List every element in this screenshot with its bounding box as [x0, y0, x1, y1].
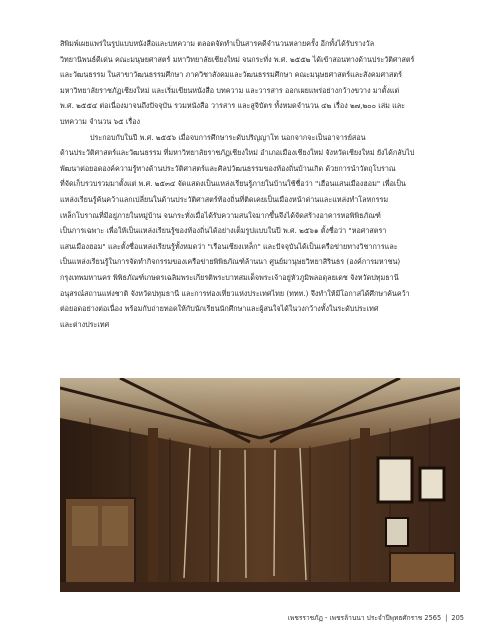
footer-title: เพชรราชภัฏ - เพชรล้านนา ประจำปีพุทธศักราช 2565 [287, 614, 442, 622]
body-line: บทความ จำนวน ๖๕ เรื่อง [60, 116, 141, 126]
body-line: แสนเมืองฮอม" และตั้งชื่อแหล่งเรียนรู้ทั้งหมดว่า "เรือนเชียงเหล็ก" และปัจจุบันได้เป็นเครือข่ายทางวิชาการและ [60, 241, 398, 251]
body-line: เป็นแหล่งเรียนรู้ในการจัดทำกิจกรรมของเครือข่ายพิพิธภัณฑ์ล้านนา ศูนย์มานุษยวิทยาสิรินธร (องค์การมหาชน) [60, 257, 401, 267]
body-line: อนุสรณ์สถานแห่งชาติ จังหวัดปทุมธานี และการท่องเที่ยวแห่งประเทศไทย (ททท.) จึงทำให้มีโอกาสได้ศึกษาค้นคว้า [60, 288, 410, 298]
body-line: ที่จัดเก็บรวบรวมมาตั้งแต่ พ.ศ. ๒๕๓๔ จัดแสดงเป็นแหล่งเรียนรู้ภายในบ้านใช้ชื่อว่า "เฮือนแสนเมืองฮอม" เพื่อเป็น [60, 179, 406, 189]
body-line: และวัฒนธรรม ในสาขาวัฒนธรรมศึกษา ภาควิชาสังคมและวัฒนธรรมศึกษา คณะมนุษยศาสตร์และสังคมศาสตร์ [60, 70, 402, 80]
museum-interior-photo [60, 378, 460, 592]
body-line: เหล็กโบราณที่มีอยู่ภายในหมู่บ้าน จนกระทั่งเมื่อได้รับความสนใจมากขึ้นจึงได้จัดสร้างอาคารหอพิพิธภัณฑ์ [60, 210, 381, 220]
page-number: 205 [451, 614, 464, 622]
body-line: พัฒนาต่อยอดองค์ความรู้ทางด้านประวัติศาสตร์และศิลปวัฒนธรรมของท้องถิ่นบ้านเกิด ด้วยการนำวัตถุโบราณ [60, 163, 396, 173]
body-line: เป็นการเฉพาะ เพื่อให้เป็นแหล่งเรียนรู้ของท้องถิ่นได้อย่างเต็มรูปแบบในปี พ.ศ. ๒๕๖๑ ตั้งชื่อว่า "หอศาสตรา [60, 226, 387, 236]
body-line: มหาวิทยาลัยราชภัฏเชียงใหม่ และเริ่มเขียนหนังสือ บทความ และวารสาร ออกเผยแพร่อย่างกว้างขวาง มาตั้งแต่ [60, 85, 400, 95]
paragraph-start-line: ประกอบกับในปี พ.ศ. ๒๕๕๖ เมื่อจบการศึกษาระดับปริญญาโท นอกจากจะเป็นอาจารย์สอน [90, 132, 366, 142]
body-line: ต่อยอดอย่างต่อเนื่อง พร้อมกับถ่ายทอดให้กับนักเรียนนักศึกษาและผู้สนใจได้ในวงกว้างทั้งในระดับประเทศ [60, 304, 379, 314]
body-line: ด้านประวัติศาสตร์และวัฒนธรรม ที่มหาวิทยาลัยราชภัฏเชียงใหม่ อำเภอเมืองเชียงใหม่ จังหวัดเชียงใหม่ ยังได้กลับไป [60, 148, 415, 158]
body-line: แหล่งเรียนรู้ค้นคว้าแลกเปลี่ยนในด้านประวัติศาสตร์ท้องถิ่นที่ติดเคยเป็นเมืองหน้าด่านและแหล่งทำโลหกรรม [60, 194, 389, 204]
body-line: และต่างประเทศ [60, 319, 110, 329]
body-line: วิทยานิพนธ์ดีเด่น คณะมนุษยศาสตร์ มหาวิทยาลัยเชียงใหม่ จนกระทั่ง พ.ศ. ๒๕๕๒ ได้เข้าสอนทางด้านประวัติศาสตร์ [60, 54, 415, 64]
body-line: สิพิมพ์เผยแพร่ในรูปแบบหนังสือและบทความ ตลอดจัดทำเป็นสารคดีจำนวนหลายครั้ง อีกทั้งได้รับรางวัล [60, 39, 375, 48]
body-line: กรุงเทพมหานคร พิพิธภัณฑ์เกษตรเฉลิมพระเกียรติพระบาทสมเด็จพระเจ้าอยู่หัวภูมิพลอดุลยเดช จังหวัดปทุมธานี [60, 272, 399, 282]
footer-separator: | [445, 614, 448, 622]
page-footer [288, 612, 464, 623]
body-line: พ.ศ. ๒๕๕๔ ต่อเนื่องมาจนถึงปัจจุบัน รวมหนังสือ วารสาร และสูจิบัตร ทั้งหมดจำนวน ๔๒ เรื่อง ๒๗,๒๐๐ เล่ม และ [60, 101, 406, 111]
article-body [60, 36, 460, 332]
